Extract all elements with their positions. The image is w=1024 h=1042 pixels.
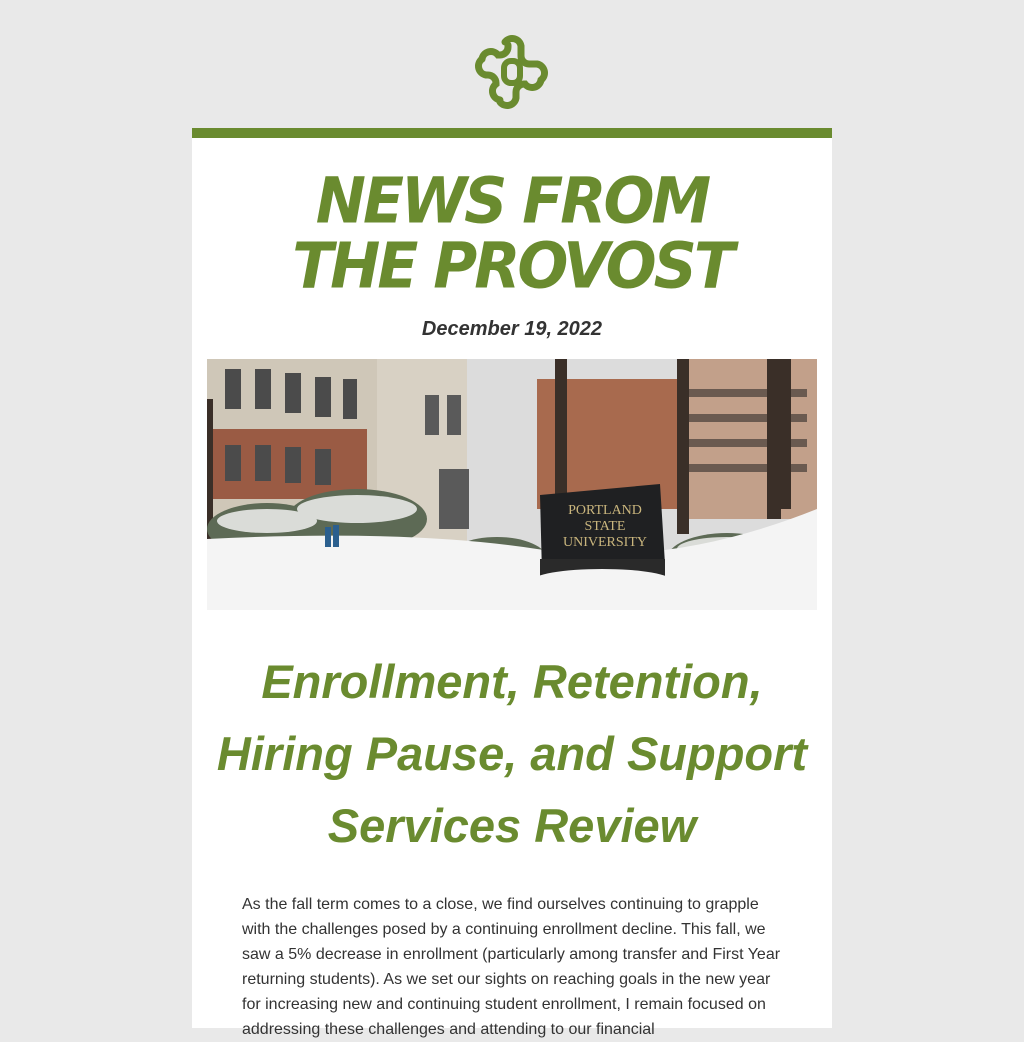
masthead-line: THE PROVOST xyxy=(292,229,732,304)
headline-line: Hiring Pause, and Support xyxy=(216,727,808,780)
accent-bar xyxy=(192,128,832,138)
sign-line: UNIVERSITY xyxy=(563,535,647,550)
sign-line: STATE xyxy=(584,519,626,534)
header-logo[interactable] xyxy=(0,34,1024,110)
headline-line: Enrollment, Retention, xyxy=(261,655,763,708)
hero-image xyxy=(207,359,817,610)
masthead-line: NEWS FROM xyxy=(315,164,709,239)
psu-knot-logo-icon xyxy=(474,34,550,110)
issue-date: December 19, 2022 xyxy=(421,318,603,340)
article-body: As the fall term comes to a close, we find ourselves continuing to grapple with the challenges posed by a continuing enrollment decline. This fall, we saw a 5% decrease in enrollment (particularly among transfer and First Year returning students). As we set our sights on reaching goals in the new year for increasing new and continuing student enrollment, I remain focused on addressing these challenges and attending to our financial xyxy=(242,896,781,1038)
article-headline xyxy=(192,646,832,862)
sign-line: PORTLAND xyxy=(568,503,642,518)
newsletter-card xyxy=(192,128,832,1038)
masthead-title xyxy=(192,164,832,304)
headline-line: Services Review xyxy=(327,799,697,852)
